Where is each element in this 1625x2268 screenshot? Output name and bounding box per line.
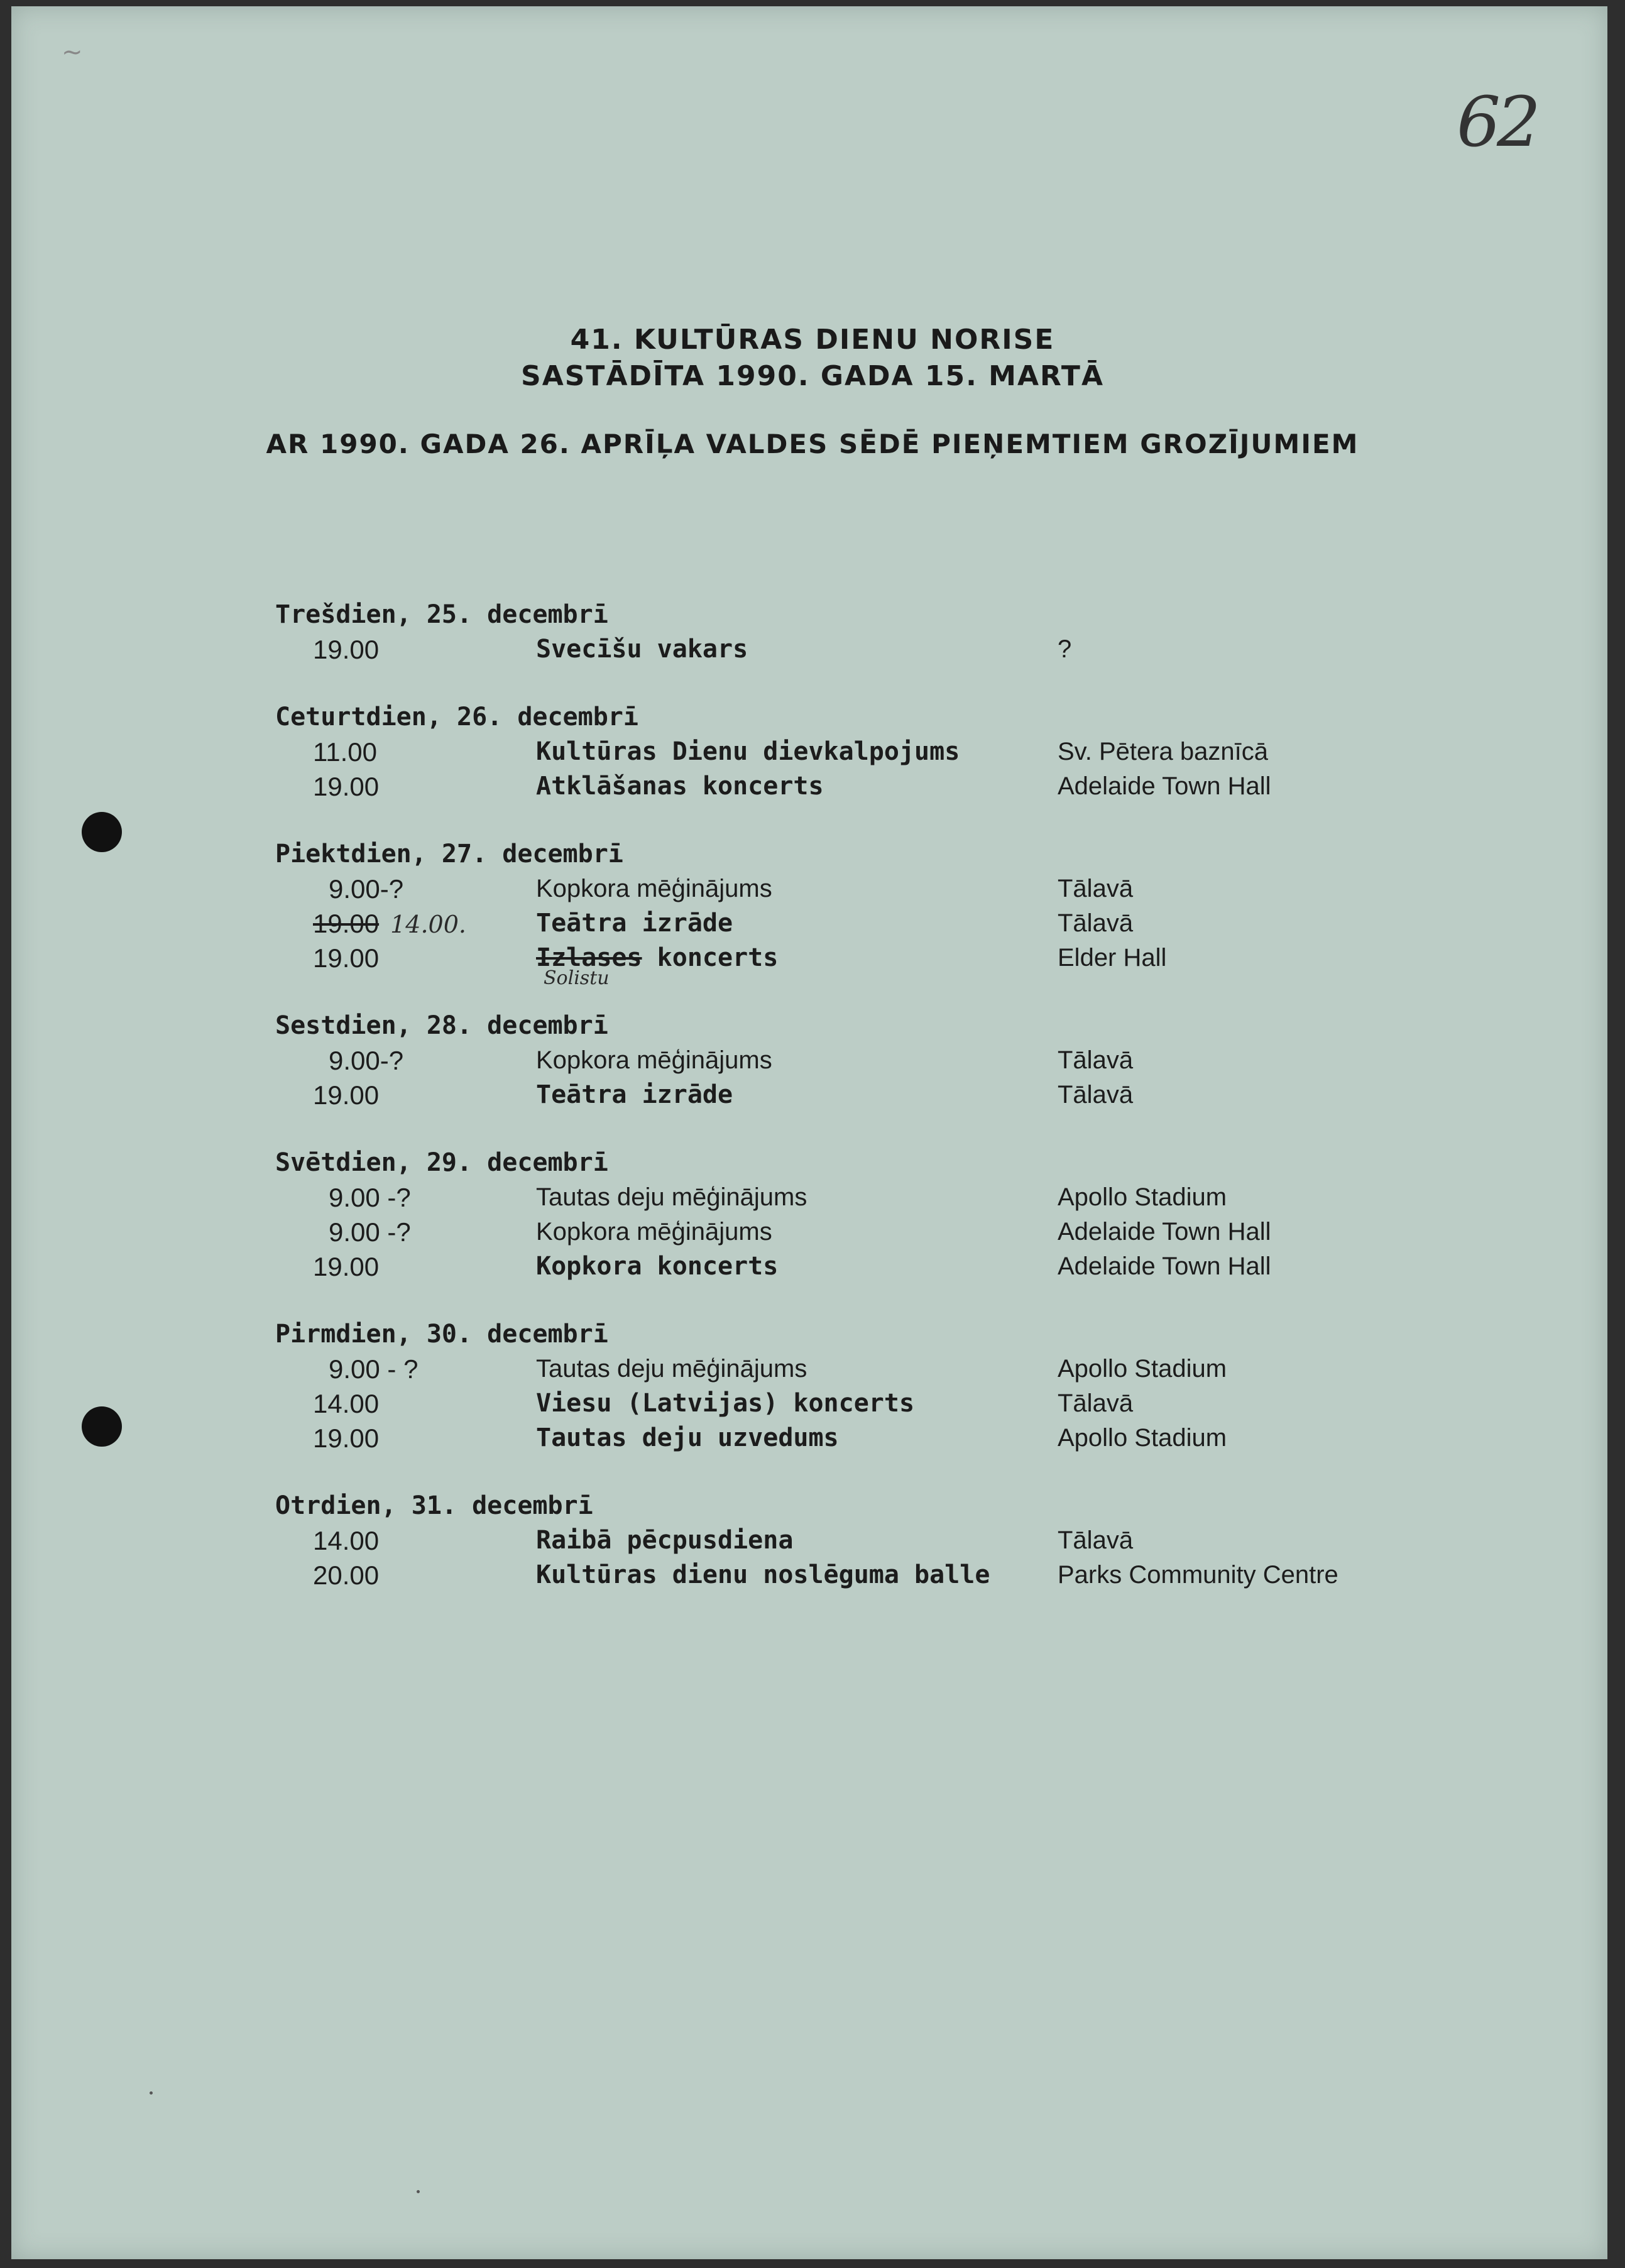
event-place: Adelaide Town Hall: [1058, 772, 1271, 800]
day-block: [275, 699, 1469, 804]
paper-speck: [150, 2091, 153, 2095]
document-sheet: [11, 6, 1607, 2259]
struck-word: Izlases: [536, 943, 642, 972]
day-title: Ceturtdien, 26. decembrī: [275, 703, 638, 731]
day-title: Trešdien, 25. decembrī: [275, 600, 608, 629]
event-place: Adelaide Town Hall: [1058, 1252, 1271, 1280]
event-row: [275, 1558, 1469, 1592]
event-time: 19.00: [313, 772, 380, 801]
event-row: [275, 735, 1469, 769]
event-place: Tālavā: [1058, 1046, 1134, 1074]
event-name: Kopkora mēģinājums: [536, 875, 772, 902]
event-time: 9.00 - ?: [329, 1354, 419, 1384]
event-time: 19.00: [313, 1423, 380, 1453]
event-name: Tautas deju uzvedums: [536, 1423, 839, 1452]
event-place: Apollo Stadium: [1058, 1355, 1227, 1383]
day-block: [275, 1488, 1469, 1592]
event-row: [275, 1215, 1469, 1249]
event-time: 19.00: [313, 635, 380, 664]
day-block: [275, 1008, 1469, 1112]
event-place: Elder Hall: [1058, 944, 1167, 972]
event-row: [275, 872, 1469, 906]
event-time: 14.00: [313, 1389, 380, 1418]
event-name: Raibā pēcpusdiena: [536, 1526, 794, 1555]
day-title: Otrdien, 31. decembrī: [275, 1491, 593, 1520]
punch-hole-bottom: [82, 1406, 122, 1447]
day-title: Svētdien, 29. decembrī: [275, 1148, 608, 1177]
event-name: Atklāšanas koncerts: [536, 772, 824, 801]
day-block: [275, 1317, 1469, 1455]
event-row: [275, 1421, 1469, 1455]
event-time: 9.00 -?: [329, 1183, 411, 1212]
day-title: Piektdien, 27. decembrī: [275, 840, 623, 868]
event-row: [275, 1352, 1469, 1386]
event-row: [275, 1180, 1469, 1215]
event-row: [275, 1043, 1469, 1078]
punch-hole-top: [82, 812, 122, 852]
event-time: 19.00: [313, 943, 380, 973]
event-name: Svecīšu vakars: [536, 635, 748, 664]
event-time: 14.00: [313, 1526, 380, 1555]
event-place: Tālavā: [1058, 1389, 1134, 1417]
header-amendments: AR 1990. GADA 26. APRĪĻA VALDES SĒDĒ PIEŅEMTIEM GROZĪJUMIEM: [266, 429, 1359, 459]
handwritten-page-number: 62: [1457, 82, 1537, 162]
event-name-text: koncerts: [657, 943, 779, 972]
event-row: [275, 1249, 1469, 1284]
event-time: 19.00: [313, 1252, 380, 1281]
event-time: 9.00-?: [329, 874, 404, 904]
event-place: Tālavā: [1058, 909, 1134, 937]
event-time: 9.00 -?: [329, 1217, 411, 1247]
event-name: Viesu (Latvijas) koncerts: [536, 1389, 915, 1418]
event-place: Parks Community Centre: [1058, 1561, 1338, 1589]
event-place: ?: [1058, 635, 1072, 663]
event-time: 11.00: [313, 737, 377, 767]
schedule: [275, 597, 1469, 1625]
event-place: Tālavā: [1058, 1526, 1134, 1554]
event-name: Tautas deju mēģinājums: [536, 1355, 807, 1383]
event-time: [313, 906, 476, 942]
day-block: [275, 836, 1469, 989]
day-title: Sestdien, 28. decembrī: [275, 1011, 608, 1040]
event-name: Kultūras dienu noslēguma balle: [536, 1560, 990, 1589]
event-name: Teātra izrāde: [536, 1080, 733, 1109]
header-subtitle: SASTĀDĪTA 1990. GADA 15. MARTĀ: [521, 360, 1104, 392]
event-place: Apollo Stadium: [1058, 1183, 1227, 1211]
event-row: [275, 1523, 1469, 1558]
day-title: Pirmdien, 30. decembrī: [275, 1320, 608, 1349]
event-name: Kultūras Dienu dievkalpojums: [536, 737, 960, 766]
paper-speck: [417, 2190, 420, 2193]
event-row: [275, 906, 1469, 941]
event-name: Kopkora mēģinājums: [536, 1046, 772, 1074]
event-time: 20.00: [313, 1560, 380, 1590]
day-block: [275, 1145, 1469, 1284]
event-name: Kopkora mēģinājums: [536, 1218, 772, 1246]
margin-mark: ~: [62, 38, 83, 67]
event-name: Tautas deju mēģinājums: [536, 1183, 807, 1211]
event-place: Sv. Pētera baznīcā: [1058, 738, 1268, 765]
event-place: Apollo Stadium: [1058, 1424, 1227, 1452]
handwritten-annotation: Solistu: [544, 967, 610, 989]
event-time: 9.00-?: [329, 1046, 404, 1075]
event-row: [275, 769, 1469, 804]
event-row: [275, 1386, 1469, 1421]
header-title: 41. KULTŪRAS DIENU NORISE: [570, 324, 1055, 356]
event-name: Kopkora koncerts: [536, 1252, 779, 1281]
event-row: [275, 1078, 1469, 1112]
event-place: Adelaide Town Hall: [1058, 1218, 1271, 1246]
struck-time: 19.00: [313, 909, 380, 938]
event-time: 19.00: [313, 1080, 380, 1110]
event-place: Tālavā: [1058, 1081, 1134, 1109]
handwritten-time-correction: 14.00.: [390, 911, 466, 938]
day-block: [275, 597, 1469, 667]
event-name: [536, 941, 1039, 989]
event-place: Tālavā: [1058, 875, 1134, 902]
event-row: [275, 632, 1469, 667]
event-row: [275, 941, 1469, 989]
event-name: Teātra izrāde: [536, 909, 733, 938]
